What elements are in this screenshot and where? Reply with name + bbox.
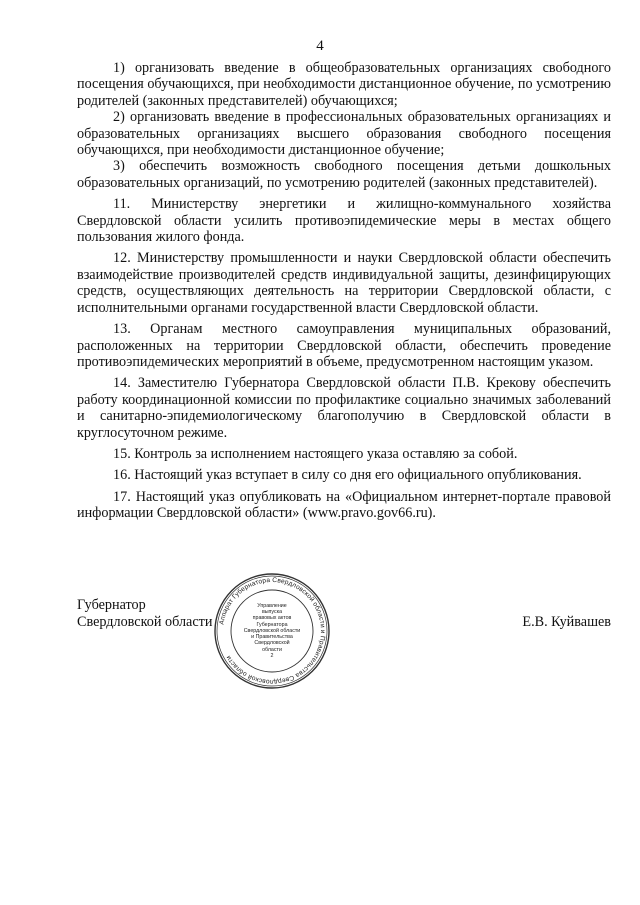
paragraph-16: 16. Настоящий указ вступает в силу со дня его официального опубликования. — [113, 467, 582, 484]
seal-inner-line: Управление — [257, 603, 287, 610]
seal-outer-text: Аппарат Губернатора Свердловской области и Правительства Свердловской области — [218, 576, 327, 686]
paragraph-item-2: 2) организовать введение в профессиональных образовательных организациях и образовательных организациях высшего образования свободного посещения обучающихся, при необходимости дистанционное обучение; — [77, 109, 611, 159]
seal-inner-line: и Правительства — [251, 634, 293, 641]
signatory-title-line-2: Свердловской области — [77, 614, 213, 630]
paragraph-13: 13. Органам местного самоуправления муниципальных образований, расположенных на территории Свердловской области, обеспечить проведение противоэпидемических мероприятий в объеме, предусмотренном настоящим указом. — [77, 321, 611, 370]
official-seal — [212, 571, 332, 691]
seal-inner-line: Свердловской области — [243, 627, 301, 634]
paragraph-15: 15. Контроль за исполнением настоящего указа оставляю за собой. — [113, 445, 518, 462]
paragraph-11: 11. Министерству энергетики и жилищно-коммунального хозяйства Свердловской области усилить противоэпидемические меры в местах общего пользования жилого фонда. — [77, 196, 611, 246]
signatory-title — [77, 597, 212, 631]
page-number: 4 — [316, 38, 324, 54]
paragraph-17: 17. Настоящий указ опубликовать на «Официальном интернет-портале правовой информации Свердловской области» (www.pravo.gov66.ru). — [77, 488, 611, 522]
seal-inner-line: 2 — [270, 652, 274, 659]
paragraph-item-3: 3) обеспечить возможность свободного посещения детьми дошкольных образовательных организаций, по усмотрению родителей (законных представителей). — [77, 158, 611, 191]
paragraph-item-1: 1) организовать введение в общеобразовательных организациях свободного посещения обучающихся, при необходимости дистанционное обучение, по усмотрению родителей (законных представителей) обучающихся; — [77, 60, 611, 109]
paragraph-14: 14. Заместителю Губернатора Свердловской области П.В. Крекову обеспечить работу координационной комиссии по профилактике социально значимых заболеваний и санитарно-эпидемиологическому благополучию в Свердловской области в круглосуточном режиме. — [77, 375, 611, 441]
document-body — [77, 60, 611, 522]
signatory-name: Е.В. Куйвашев — [522, 614, 611, 630]
signatory-title-line-1: Губернатор — [77, 597, 146, 613]
seal-inner-line: области — [262, 646, 282, 653]
paragraph-12: 12. Министерству промышленности и науки Свердловской области обеспечить взаимодействие производителей средств индивидуальной защиты, дезинфицирующих средств, осуществляющих деятельность на территории Свердловской области, с исполнительными органами государственной власти Свердловской области. — [77, 250, 611, 316]
seal-inner-text — [242, 601, 302, 661]
seal-inner-line: Свердловской — [254, 640, 290, 647]
seal-inner-line: правовых актов — [252, 615, 292, 622]
seal-inner-line: выпуска — [261, 609, 283, 616]
seal-inner-line: Губернатора — [256, 621, 288, 628]
